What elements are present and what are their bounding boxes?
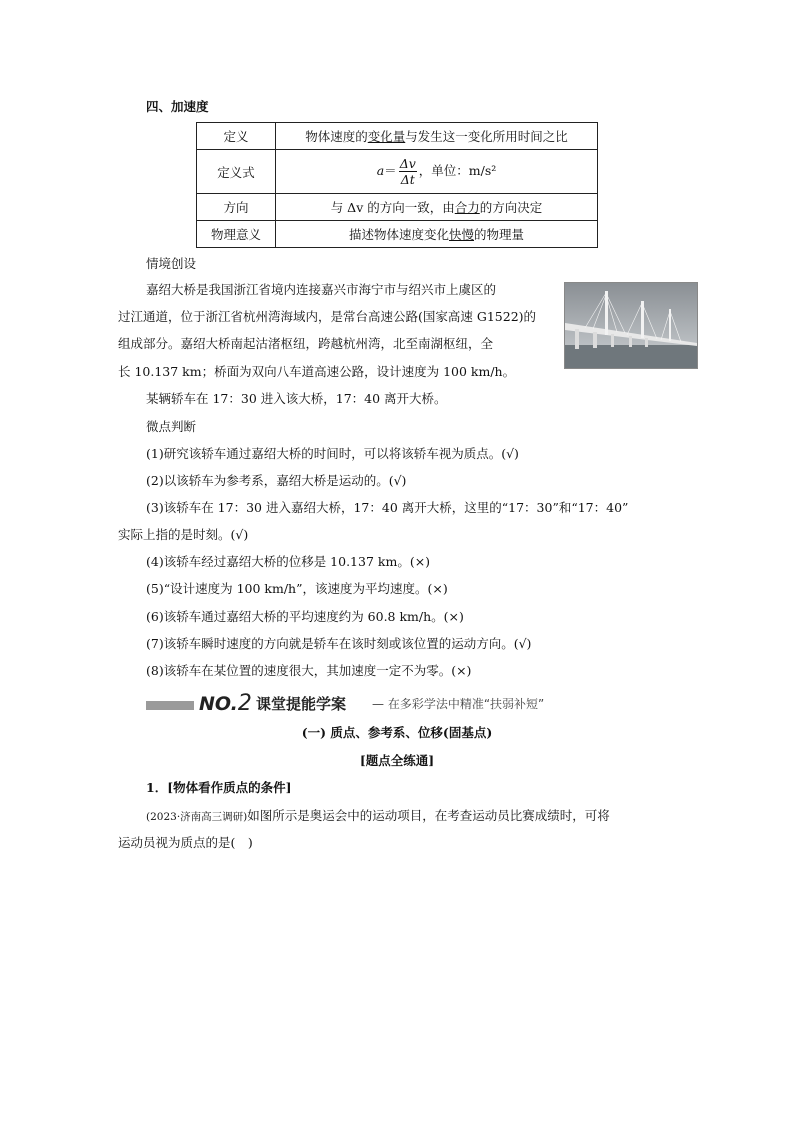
bridge-illustration <box>565 283 697 368</box>
banner-bar <box>146 701 194 710</box>
judgment-item: (7)该轿车瞬时速度的方向就是轿车在该时刻或该位置的运动方向。(√) <box>146 636 532 651</box>
judgment-item: (8)该轿车在某位置的速度很大，其加速度一定不为零。(×) <box>146 663 472 678</box>
row-value: 描述物体速度变化快慢的物理量 <box>276 221 598 248</box>
row-value: 与 Δv 的方向一致，由合力的方向决定 <box>276 194 598 221</box>
question-text: 运动员视为质点的是( ) <box>118 835 253 850</box>
acceleration-definition-table <box>196 122 598 248</box>
row-value: 物体速度的变化量与发生这一变化所用时间之比 <box>276 123 598 150</box>
question-text: (2023·济南高三调研)如图所示是奥运会中的运动项目，在考查运动员比赛成绩时，可将 <box>146 808 610 823</box>
formula-cell: a＝ $\frac{\Delta v}{\Delta t}$ ，单位：m/s² <box>276 150 598 194</box>
scenario-line: 长 10.137 km；桥面为双向八车道高速公路，设计速度为 100 km/h。 <box>118 364 516 379</box>
table-row <box>197 150 598 194</box>
practice-tag: [题点全练通] <box>359 753 435 768</box>
subsection-heading: (一) 质点、参考系、位移(固基点) <box>301 725 493 740</box>
table-row <box>197 194 598 221</box>
judgment-item: (1)研究该轿车通过嘉绍大桥的时间时，可以将该轿车视为质点。(√) <box>146 446 519 461</box>
table-row <box>197 221 598 248</box>
row-key: 定义式 <box>197 150 276 194</box>
fraction: $\frac{\Delta v}{\Delta t}$ <box>399 156 416 187</box>
table-row <box>197 123 598 150</box>
banner-subtitle: — 在多彩学法中精准“扶弱补短” <box>372 697 545 711</box>
section-heading: 四、加速度 <box>146 99 209 114</box>
scenario-line: 嘉绍大桥是我国浙江省境内连接嘉兴市海宁市与绍兴市上虞区的 <box>146 282 497 297</box>
judgment-item: (2)以该轿车为参考系，嘉绍大桥是运动的。(√) <box>146 473 407 488</box>
question-title: 1．[物体看作质点的条件] <box>146 780 292 795</box>
row-key: 物理意义 <box>197 221 276 248</box>
row-key: 定义 <box>197 123 276 150</box>
judgment-item: (6)该轿车通过嘉绍大桥的平均速度约为 60.8 km/h。(×) <box>146 609 464 624</box>
scenario-line: 过江通道，位于浙江省杭州湾海域内，是常台高速公路(国家高速 G1522)的 <box>118 309 537 324</box>
scenario-line: 某辆轿车在 17：30 进入该大桥，17：40 离开大桥。 <box>146 391 447 406</box>
row-key: 方向 <box>197 194 276 221</box>
judgment-item: (4)该轿车经过嘉绍大桥的位移是 10.137 km。(×) <box>146 554 431 569</box>
banner-title: 课堂提能学案 <box>256 695 347 713</box>
judgment-item: (3)该轿车在 17：30 进入嘉绍大桥，17：40 离开大桥，这里的“17：30”和“17：40” <box>146 500 629 515</box>
banner-number: NO.2 <box>199 691 252 716</box>
judgment-item: 实际上指的是时刻。(√) <box>118 527 249 542</box>
scenario-line: 组成部分。嘉绍大桥南起沽渚枢纽，跨越杭州湾，北至南湖枢纽，全 <box>118 336 494 351</box>
judgment-label: 微点判断 <box>146 419 197 434</box>
scenario-label: 情境创设 <box>146 256 197 271</box>
judgment-item: (5)“设计速度为 100 km/h”，该速度为平均速度。(×) <box>146 581 448 596</box>
bridge-photo <box>564 282 698 369</box>
